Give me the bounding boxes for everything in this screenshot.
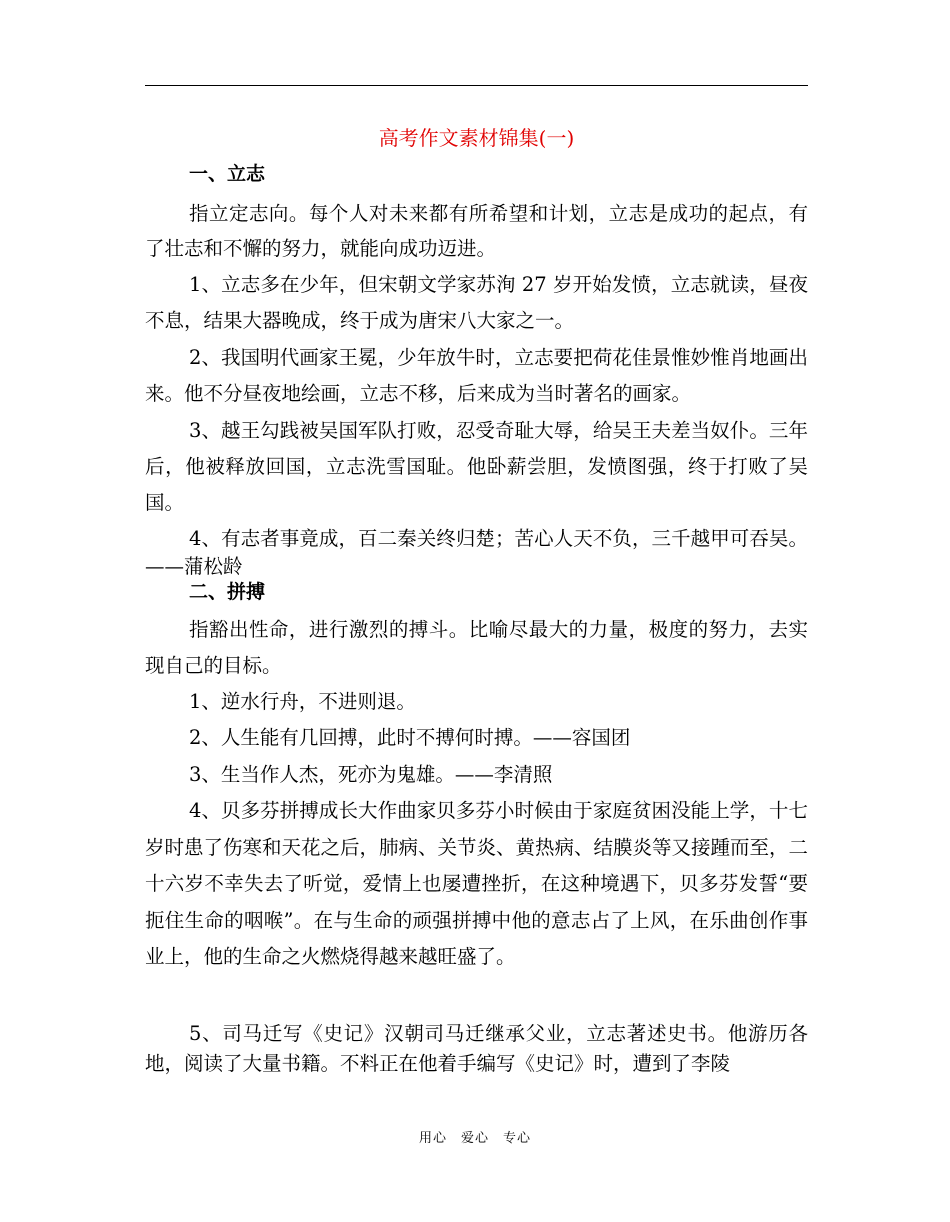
page-footer: 用心 爱心 专心 [418, 1131, 531, 1146]
paragraph: 5、司马迁写《史记》汉朝司马迁继承父业，立志著述史书。他游历各地，阅读了大量书籍。不料正在他着手编写《史记》时，遭到了李陵 [145, 1022, 808, 1075]
paragraph: 3、越王勾践被吴国军队打败，忍受奇耻大辱，给吴王夫差当奴仆。三年后，他被释放回国，立志洗雪国耻。他卧薪尝胆，发愤图强，终于打败了吴国。 [145, 419, 808, 514]
paragraph: 3、生当作人杰，死亦为鬼雄。——李清照 [189, 763, 553, 786]
paragraph: 2、人生能有几回搏，此时不搏何时搏。——容国团 [189, 726, 631, 749]
section-heading-lizhi: 一、立志 [189, 163, 266, 185]
header-rule [145, 85, 808, 86]
paragraph: 1、逆水行舟，不进则退。 [189, 690, 416, 713]
paragraph: 指立定志向。每个人对未来都有所希望和计划，立志是成功的起点，有了壮志和不懈的努力，就能向成功迈进。 [145, 202, 808, 260]
paragraph: 4、贝多芬拼搏成长大作曲家贝多芬小时候由于家庭贫困没能上学，十七岁时患了伤寒和天花之后，肺病、关节炎、黄热病、结膜炎等又接踵而至，二十六岁不幸失去了听觉，爱情上也屡遭挫折，在这种境遇下，贝多芬发誓“要扼住生命的咽喉”。在与生命的顽强拼搏中他的意志占了上风，在乐曲创作事业上，他的生命之火燃烧得越来越旺盛了。 [145, 799, 809, 968]
document-title: 高考作文素材锦集(一) [378, 126, 575, 150]
section-heading-pinbo: 二、拼搏 [189, 581, 266, 603]
paragraph: 1、立志多在少年，但宋朝文学家苏洵 27 岁开始发愤，立志就读，昼夜不息，结果大器晚成，终于成为唐宋八大家之一。 [145, 273, 808, 332]
paragraph: 2、我国明代画家王冕，少年放牛时，立志要把荷花佳景惟妙惟肖地画出来。他不分昼夜地绘画，立志不移，后来成为当时著名的画家。 [145, 346, 808, 405]
paragraph: 指豁出性命，进行激烈的搏斗。比喻尽最大的力量，极度的努力，去实现自己的目标。 [145, 618, 808, 677]
paragraph: 4、有志者事竟成，百二秦关终归楚；苦心人天不负，三千越甲可吞吴。——蒲松龄 [145, 527, 808, 578]
